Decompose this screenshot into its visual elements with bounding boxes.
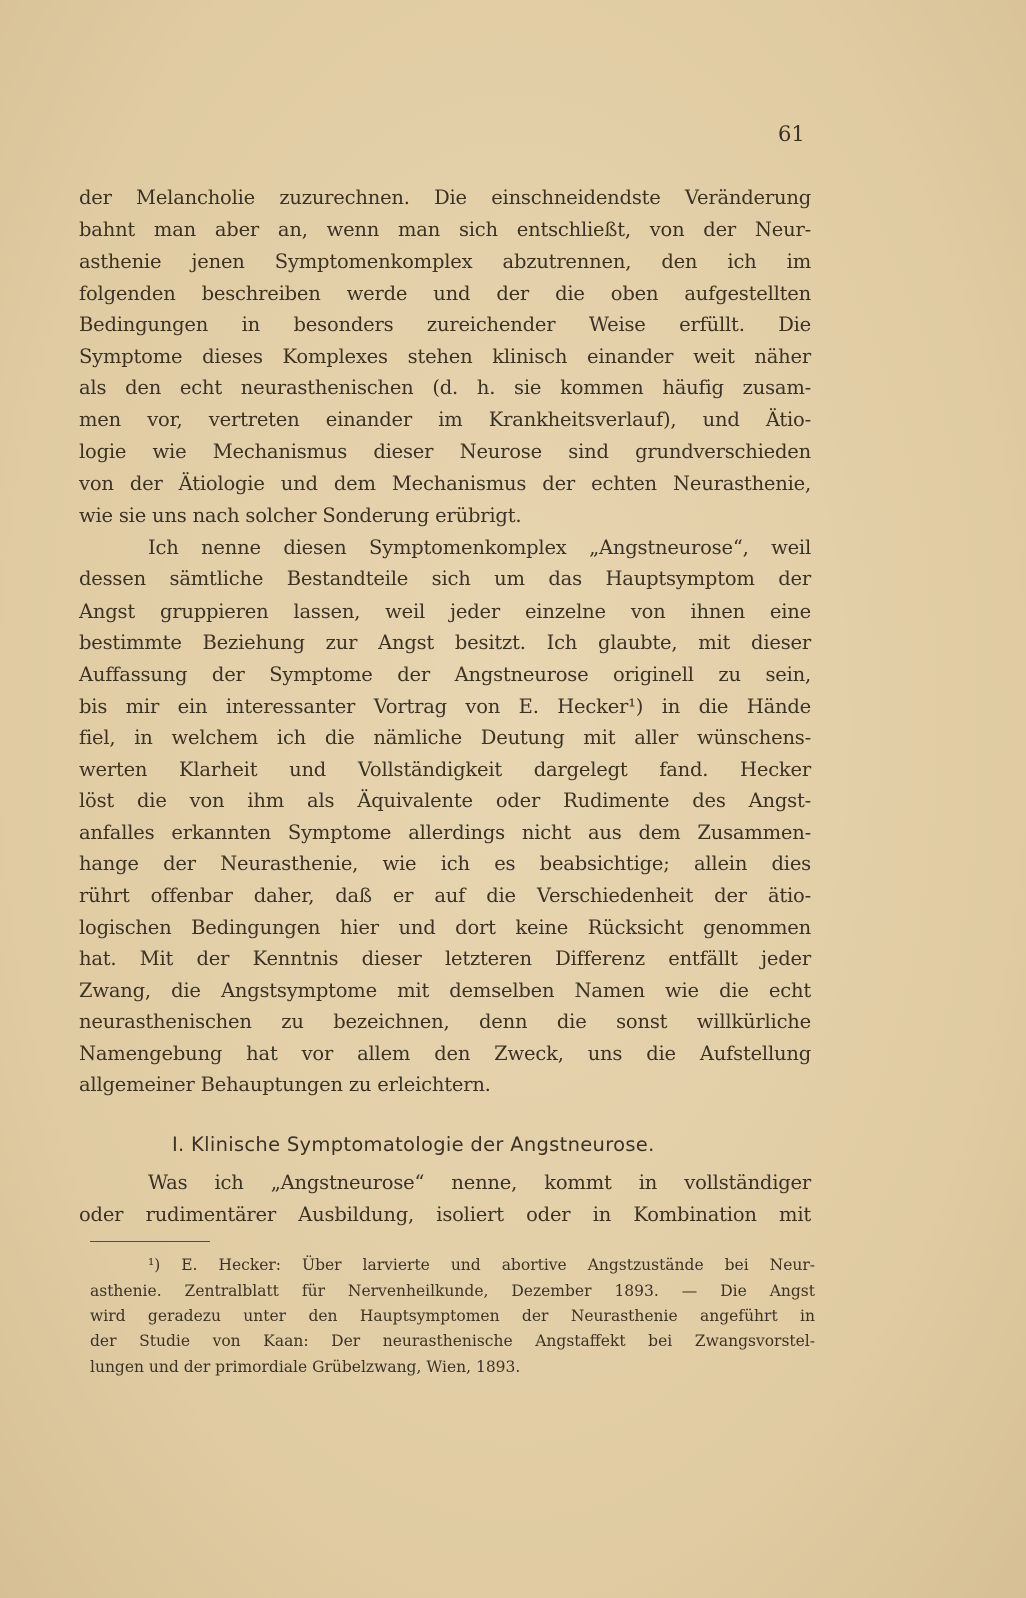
body-line: Symptome dieses Komplexes stehen klinisch einander weit näher (79, 345, 811, 368)
footnote-line: wird geradezu unter den Hauptsymptomen der Neurasthenie angeführt in (90, 1307, 815, 1325)
body-line: Bedingungen in besonders zureichender Weise erfüllt. Die (79, 313, 811, 336)
body-line: bahnt man aber an, wenn man sich entschließt, von der Neur- (79, 218, 811, 241)
body-line: von der Ätiologie und dem Mechanismus der echten Neurasthenie, (79, 472, 811, 495)
body-line: logie wie Mechanismus dieser Neurose sind grundverschieden (79, 440, 811, 463)
body-line: anfalles erkannten Symptome allerdings nicht aus dem Zusammen- (79, 821, 811, 844)
body-line: folgenden beschreiben werde und der die oben aufgestellten (79, 282, 811, 305)
footnote-divider (90, 1241, 210, 1242)
body-line: Auffassung der Symptome der Angstneurose originell zu sein, (79, 663, 811, 686)
body-line: logischen Bedingungen hier und dort keine Rücksicht genommen (79, 916, 811, 939)
body-line: löst die von ihm als Äquivalente oder Rudimente des Angst- (79, 789, 811, 812)
body-line: Ich nenne diesen Symptomenkomplex „Angstneurose“, weil (148, 536, 811, 559)
body-line: wie sie uns nach solcher Sonderung erübrigt. (79, 504, 522, 527)
footnote-line: der Studie von Kaan: Der neurasthenische Angstaffekt bei Zwangsvorstel- (90, 1332, 815, 1350)
body-line: dessen sämtliche Bestandteile sich um das Hauptsymptom der (79, 567, 811, 590)
section-line: Was ich „Angstneurose“ nenne, kommt in vollständiger (148, 1171, 811, 1194)
body-line: Zwang, die Angstsymptome mit demselben Namen wie die echt (79, 979, 811, 1002)
body-line: asthenie jenen Symptomenkomplex abzutrennen, den ich im (79, 250, 811, 273)
section-line: oder rudimentärer Ausbildung, isoliert oder in Kombination mit (79, 1203, 811, 1226)
body-line: hange der Neurasthenie, wie ich es beabsichtige; allein dies (79, 852, 811, 875)
page-number: 61 (778, 122, 805, 146)
body-line: bestimmte Beziehung zur Angst besitzt. Ich glaubte, mit dieser (79, 631, 811, 654)
body-line: der Melancholie zuzurechnen. Die einschneidendste Veränderung (79, 186, 811, 209)
body-line: fiel, in welchem ich die nämliche Deutung mit aller wünschens- (79, 726, 811, 749)
body-line: men vor, vertreten einander im Krankheitsverlauf), und Ätio- (79, 408, 811, 431)
footnote-line: ¹) E. Hecker: Über larvierte und abortive Angstzustände bei Neur- (148, 1256, 815, 1274)
section-heading: I. Klinische Symptomatologie der Angstneurose. (172, 1133, 655, 1156)
body-line: bis mir ein interessanter Vortrag von E. Hecker¹) in die Hände (79, 695, 811, 718)
body-line: als den echt neurasthenischen (d. h. sie kommen häufig zusam- (79, 376, 811, 399)
footnote-line: lungen und der primordiale Grübelzwang, Wien, 1893. (90, 1358, 521, 1376)
body-line: werten Klarheit und Vollständigkeit dargelegt fand. Hecker (79, 758, 811, 781)
body-line: Namengebung hat vor allem den Zweck, uns die Aufstellung (79, 1042, 811, 1065)
body-line: rührt offenbar daher, daß er auf die Verschiedenheit der ätio- (79, 884, 811, 907)
body-line: Angst gruppieren lassen, weil jeder einzelne von ihnen eine (79, 600, 811, 623)
body-line: hat. Mit der Kenntnis dieser letzteren Differenz entfällt jeder (79, 947, 811, 970)
footnote-line: asthenie. Zentralblatt für Nervenheilkunde, Dezember 1893. — Die Angst (90, 1282, 815, 1300)
body-line: allgemeiner Behauptungen zu erleichtern. (79, 1073, 491, 1096)
body-line: neurasthenischen zu bezeichnen, denn die sonst willkürliche (79, 1010, 811, 1033)
